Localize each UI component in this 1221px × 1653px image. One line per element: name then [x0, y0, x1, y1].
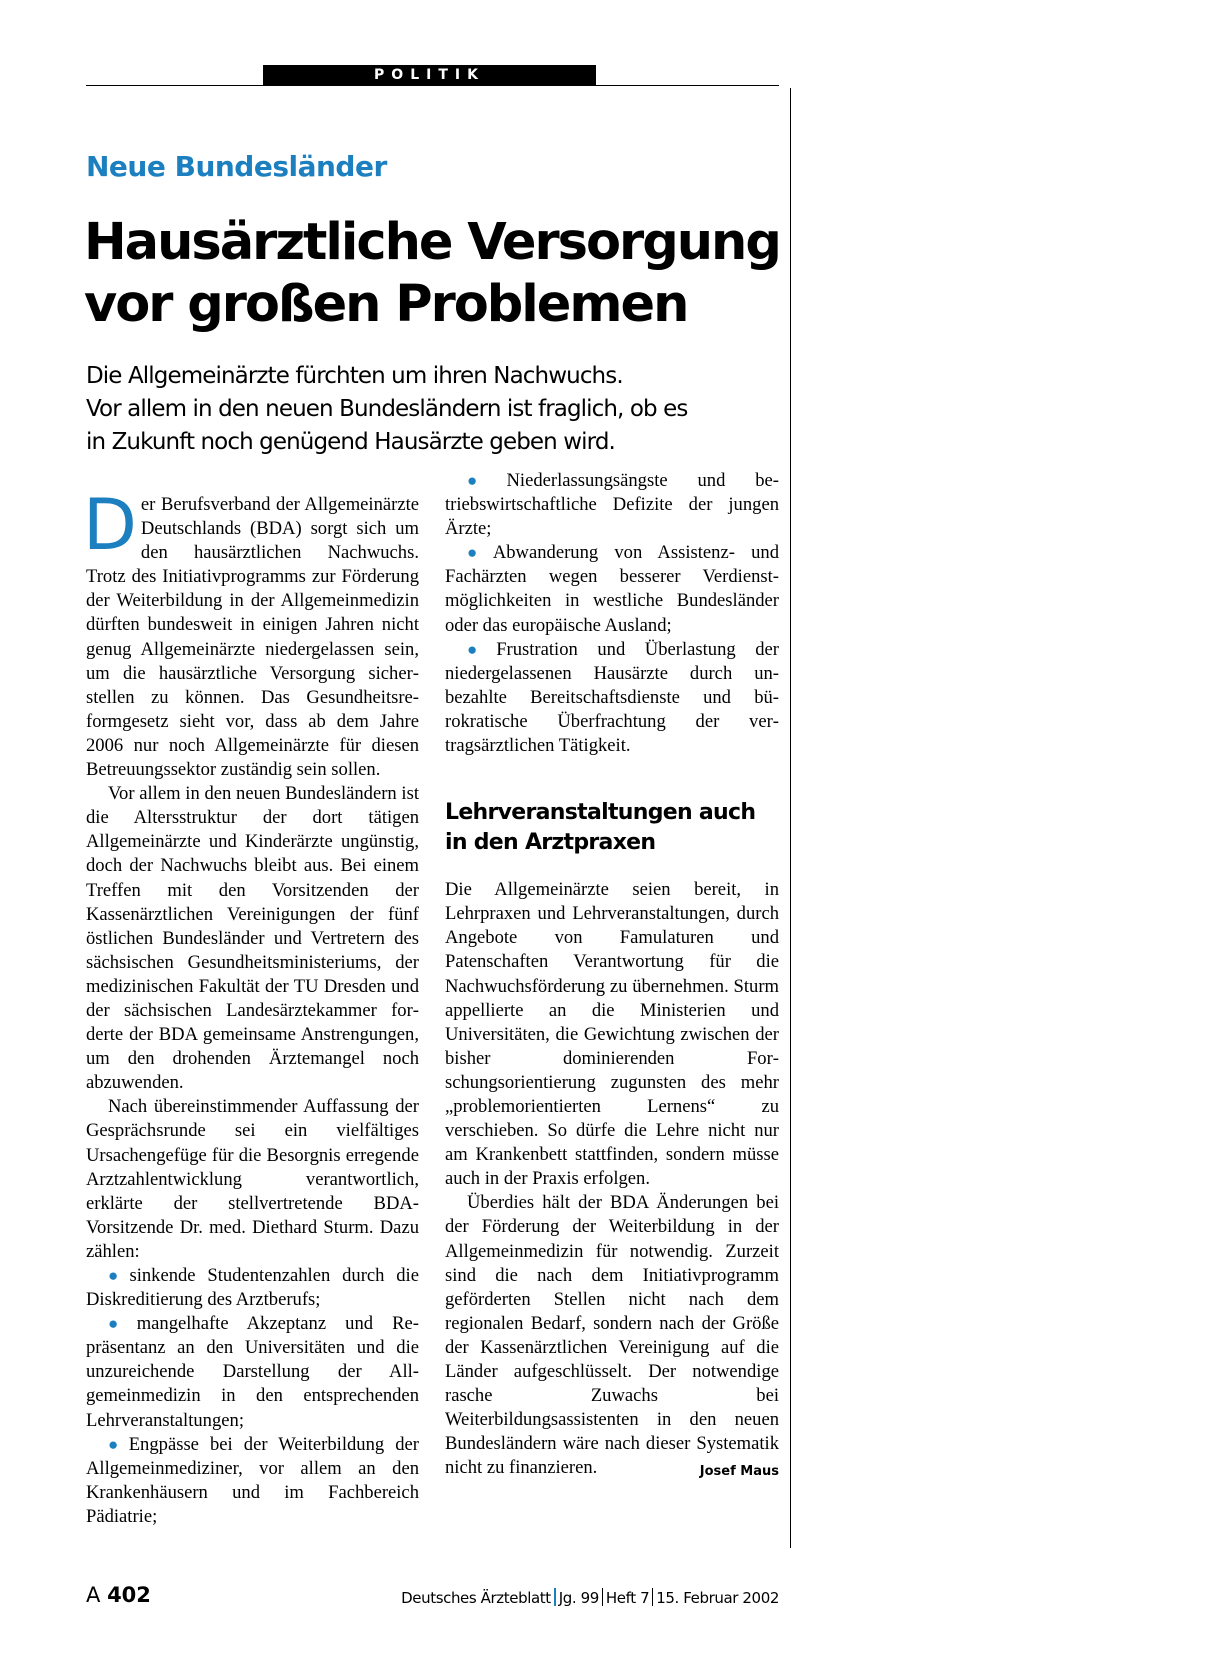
paragraph-2: Vor allem in den neuen Bundesländern ist die Altersstruktur der dort tätigen Allgemeinärzte und Kinderärzte ungünstig, doch der Nachwuchs bleibt aus. Bei einem Treffen mit den Vorsitzenden der Kassenärztlichen Vereinigungen der fünf östlichen Bundesländer und Vertretern des sächsischen Gesundheitsministeriums, der medizinischen Fakultät der TU Dresden und der sächsischen Landesärztekammer forderte der BDA gemeinsame Anstrengungen, um den drohenden Ärztemangel noch abzuwenden. [86, 783, 419, 1094]
journal-volume: Jg. 99 [558, 1589, 599, 1607]
bullet-text: sinkende Studentenzahlen durch die Diskreditierung des Arztberufs; [86, 1265, 419, 1311]
subheading-line-1: Lehrveranstaltungen auch [445, 800, 756, 826]
bullet-text: Engpässe bei der Weiterbildung der Allgemeinmediziner, vor allem an den Krankenhäusern und im Fachbereich Pädiatrie; [86, 1433, 419, 1527]
paragraph-5-text: Überdies hält der BDA Änderungen bei der Förderung der Weiterbildung in der Allgemeinmedizin für notwendig. Zurzeit sind die nach dem Initiativprogramm geförderten Stellen nicht nach dem regionalen Bedarf, sondern nach der Größe der Kassenärztlichen Vereinigung auf die Länder aufgeschlüsselt. Der notwendige rasche Zuwachs bei Weiterbildungsassistenten in den neuen Bundesländern wäre nach dieser Systematik nicht zu finanzieren. [445, 1192, 779, 1479]
subheading [445, 798, 779, 858]
bullet-icon: ● [467, 639, 493, 659]
bullet-item-1 [86, 1264, 419, 1312]
bullet-icon: ● [467, 543, 489, 563]
bullet-item-4 [445, 469, 779, 541]
journal-issue: Heft 7 [605, 1589, 650, 1607]
bullet-item-2 [86, 1312, 419, 1432]
page-number-value: 402 [107, 1583, 151, 1607]
deck-line-3: in Zukunft noch genügend Hausärzte geben wird. [86, 429, 615, 455]
subheading-line-2: in den Arztpraxen [445, 830, 656, 856]
journal-date: 15. Februar 2002 [656, 1589, 779, 1607]
author-byline: Josef Maus [699, 1464, 779, 1480]
headline [84, 212, 784, 336]
top-rule [86, 85, 779, 86]
bullet-item-6 [445, 638, 779, 758]
paragraph-1-text: er Berufsverband der Allgemeinärzte Deutschlands (BDA) sorgt sich um den hausärztlichen Nachwuchs. Trotz des Initiativprogramms zur Förderung der Weiterbildung in der Allgemeinmedizin dürften bundesweit in einigen Jahren nicht genug Allgemeinärzte niedergelassen sein, um die hausärztliche Versorgung sicherstellen zu können. Das Gesundheitsreformgesetz sieht vor, dass ab dem Jahre 2006 nur noch Allgemeinärzte für diesen Betreuungssektor zuständig sein sollen. [86, 494, 419, 781]
kicker: Neue Bundesländer [86, 150, 387, 183]
bullet-icon: ● [108, 1434, 125, 1454]
deck-line-1: Die Allgemeinärzte fürchten um ihren Nachwuchs. [86, 363, 623, 389]
bullet-item-5 [445, 541, 779, 637]
paragraph-3: Nach übereinstimmender Auffassung der Gesprächsrunde sei ein vielfältiges Ursachengefüge für die Besorgnis erregende Arztzahlentwicklung verantwortlich, erklärte der stellvertretende BDA-Vorsitzende Dr. med. Diethard Sturm. Dazu zählen: [86, 1096, 419, 1262]
drop-cap: D [83, 484, 137, 566]
deck [86, 360, 786, 459]
deck-line-2: Vor allem in den neuen Bundesländern ist fraglich, ob es [86, 396, 688, 422]
bullet-text: Abwanderung von Assistenz- und Fachärzten wegen besserer Verdienstmöglichkeiten in westliche Bundesländer oder das europäische Ausland; [445, 542, 779, 636]
column-left [83, 484, 419, 1529]
bullet-icon: ● [108, 1314, 133, 1334]
paragraph-5 [445, 1191, 779, 1480]
bullet-text: mangelhafte Akzeptanz und Repräsentanz an den Universitäten und die unzureichende Darstellung der Allgemeinmedizin in den entsprechenden Lehrveranstaltungen; [86, 1313, 419, 1431]
bullet-text: Frustration und Überlastung der niedergelassenen Hausärzte durch unbezahlte Bereitschaftsdienste und bürokratische Überfrachtung der vertragsärztlichen Tätigkeit. [445, 638, 779, 757]
bullet-item-3 [86, 1433, 419, 1529]
bullet-icon: ● [108, 1266, 126, 1285]
paragraph-1 [83, 484, 419, 782]
paragraph-4: Die Allgemeinärzte seien bereit, in Lehrpraxen und Lehrveranstaltungen, durch Angebote von Famulaturen und Patenschaften Verantwortung für die Nachwuchsförderung zu übernehmen. Sturm appellierte an die Ministerien und Universitäten, die Gewichtung zwischen der bisher dominierenden Forschungsorientierung zugunsten des mehr „problemorientierten Lernens“ zu verschieben. So dürfe die Lehre nicht nur am Krankenbett stattfinden, sondern müsse auch in der Praxis erfolgen. [445, 879, 779, 1190]
journal-name: Deutsches Ärzteblatt [401, 1589, 551, 1607]
column-right [445, 469, 779, 1484]
footer-separator [554, 1588, 556, 1606]
page-prefix: A [86, 1583, 101, 1607]
bullet-icon: ● [467, 471, 503, 490]
page-number [86, 1583, 151, 1607]
footer-separator [652, 1588, 653, 1606]
journal-footer [401, 1588, 779, 1607]
bullet-text: Niederlassungsängste und betriebswirtschaftliche Defizite der jungen Ärzte; [445, 470, 779, 540]
section-label: POLITIK [263, 65, 596, 86]
column-rule [790, 88, 791, 1548]
headline-line-2: vor großen Problemen [84, 275, 688, 334]
footer-separator [602, 1588, 603, 1606]
headline-line-1: Hausärztliche Versorgung [84, 213, 780, 272]
